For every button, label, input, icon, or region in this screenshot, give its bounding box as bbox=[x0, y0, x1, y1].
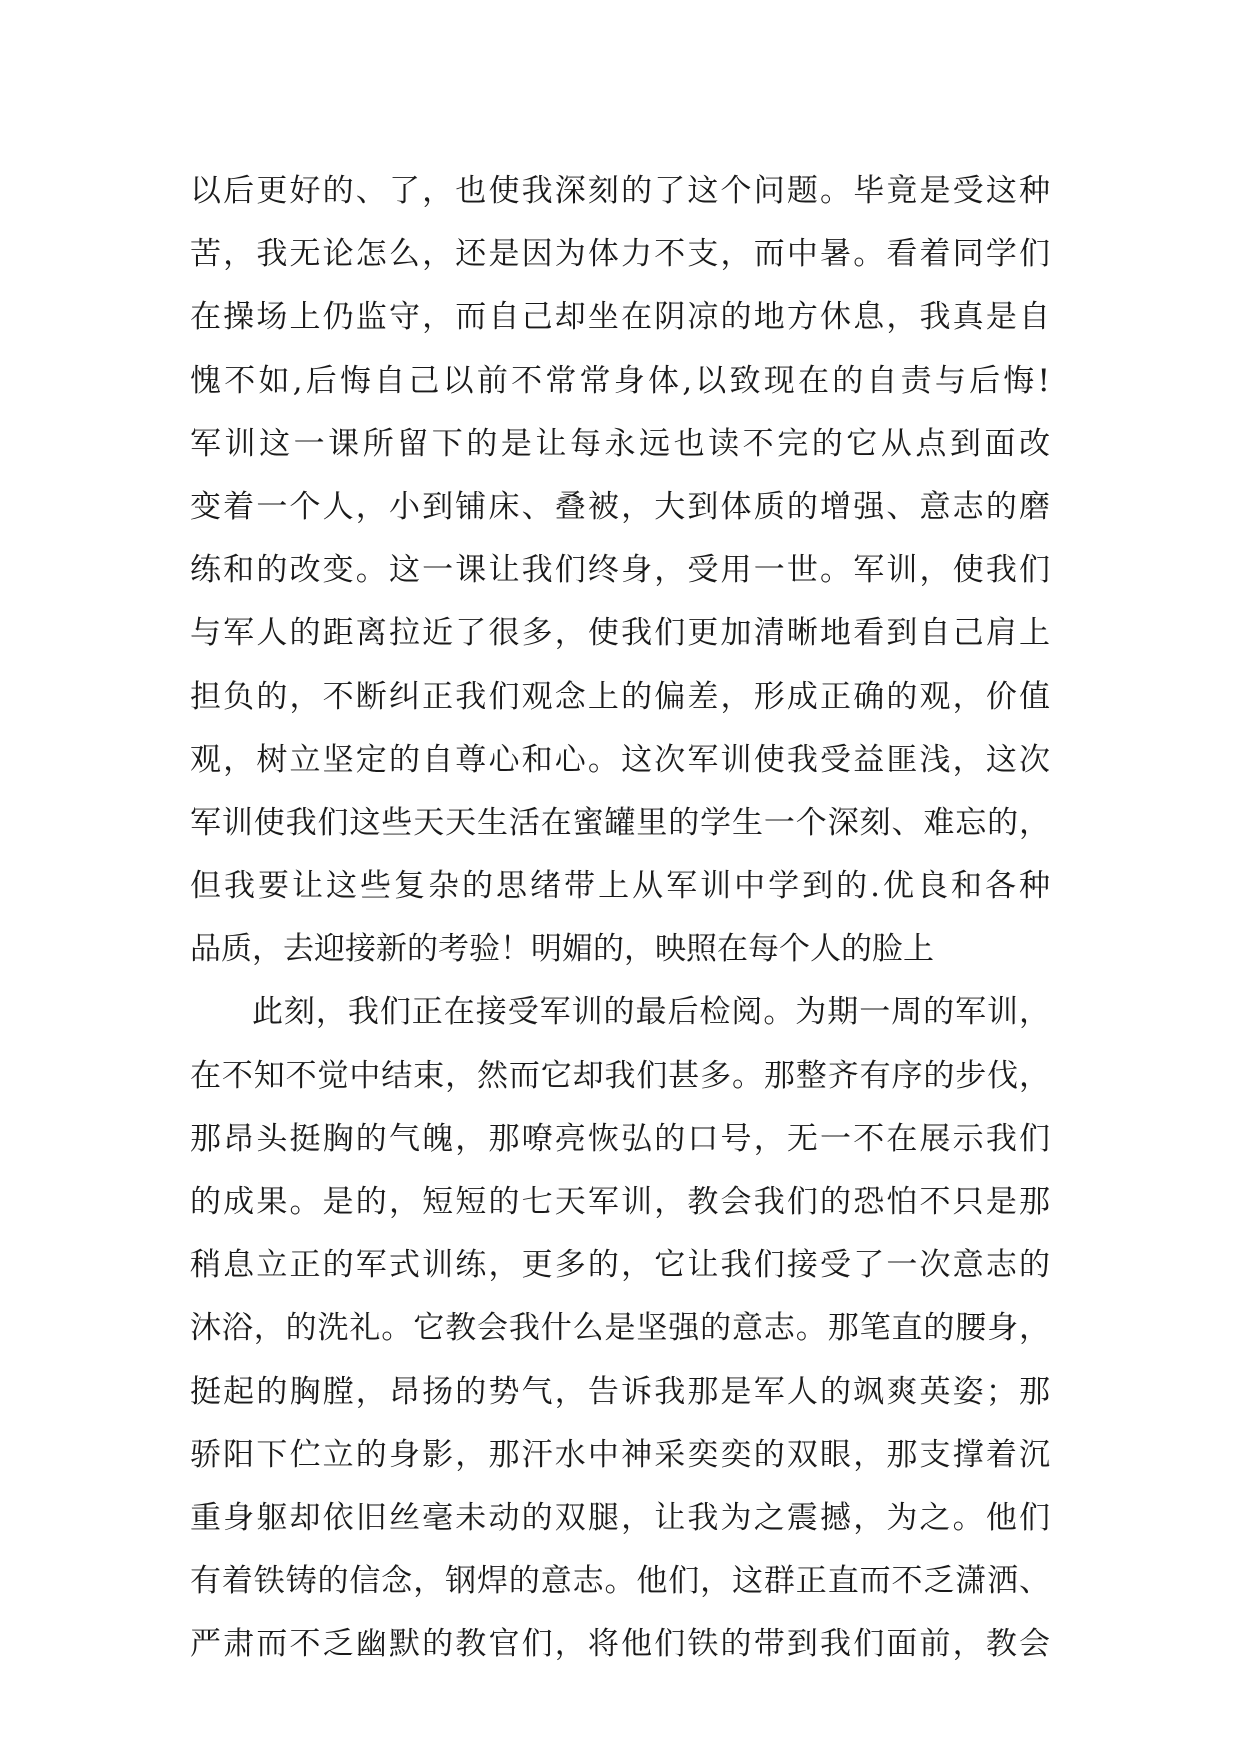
text-line: 那昂头挺胸的气魄，那嘹亮恢弘的口号，无一不在展示我们 bbox=[190, 1120, 1050, 1157]
text-line: 沐浴，的洗礼。它教会我什么是坚强的意志。那笔直的腰身， bbox=[190, 1310, 1050, 1347]
text-line: 练和的改变。这一课让我们终身，受用一世。军训，使我们 bbox=[190, 552, 1050, 589]
text-line: 军训这一课所留下的是让每永远也读不完的它从点到面改 bbox=[190, 425, 1050, 462]
text-line: 骄阳下伫立的身影，那汗水中神采奕奕的双眼，那支撑着沉 bbox=[190, 1436, 1050, 1473]
text-line: 与军人的距离拉近了很多，使我们更加清晰地看到自己肩上 bbox=[190, 615, 1050, 652]
text-line: 观，树立坚定的自尊心和心。这次军训使我受益匪浅，这次 bbox=[190, 741, 1050, 778]
text-line: 苦，我无论怎么，还是因为体力不支，而中暑。看着同学们 bbox=[190, 236, 1050, 273]
text-line: 担负的，不断纠正我们观念上的偏差，形成正确的观，价值 bbox=[190, 678, 1050, 715]
text-line: 严肃而不乏幽默的教官们，将他们铁的带到我们面前，教会 bbox=[190, 1626, 1050, 1663]
text-line: 以后更好的、了，也使我深刻的了这个问题。毕竟是受这种 bbox=[190, 173, 1050, 209]
text-line: 但我要让这些复杂的思绪带上从军训中学到的.优良和各种 bbox=[190, 868, 1050, 905]
text-line: 稍息立正的军式训练，更多的，它让我们接受了一次意志的 bbox=[190, 1247, 1050, 1284]
paragraph-first-line: 此刻，我们正在接受军训的最后检阅。为期一周的军训， bbox=[252, 994, 1050, 1031]
text-line: 的成果。是的，短短的七天军训，教会我们的恐怕不只是那 bbox=[190, 1184, 1050, 1220]
text-line: 军训使我们这些天天生活在蜜罐里的学生一个深刻、难忘的， bbox=[190, 804, 1050, 841]
text-line: 变着一个人，小到铺床、叠被，大到体质的增强、意志的磨 bbox=[190, 488, 1050, 525]
text-line: 重身躯却依旧丝毫未动的双腿，让我为之震撼，为之。他们 bbox=[190, 1499, 1050, 1536]
body-text bbox=[190, 160, 1050, 1677]
text-line: 在不知不觉中结束，然而它却我们甚多。那整齐有序的步伐， bbox=[190, 1057, 1050, 1094]
text-line: 有着铁铸的信念，钢焊的意志。他们，这群正直而不乏潇洒、 bbox=[190, 1563, 1050, 1600]
text-line: 挺起的胸膛，昂扬的势气，告诉我那是军人的飒爽英姿；那 bbox=[190, 1373, 1050, 1410]
text-line: 在操场上仍监守，而自己却坐在阴凉的地方休息，我真是自 bbox=[190, 299, 1050, 336]
text-line: 品质，去迎接新的考验！明媚的，映照在每个人的脸上 bbox=[190, 931, 934, 968]
text-line: 愧不如,后悔自己以前不常常身体,以致现在的自责与后悔! bbox=[190, 362, 1050, 399]
